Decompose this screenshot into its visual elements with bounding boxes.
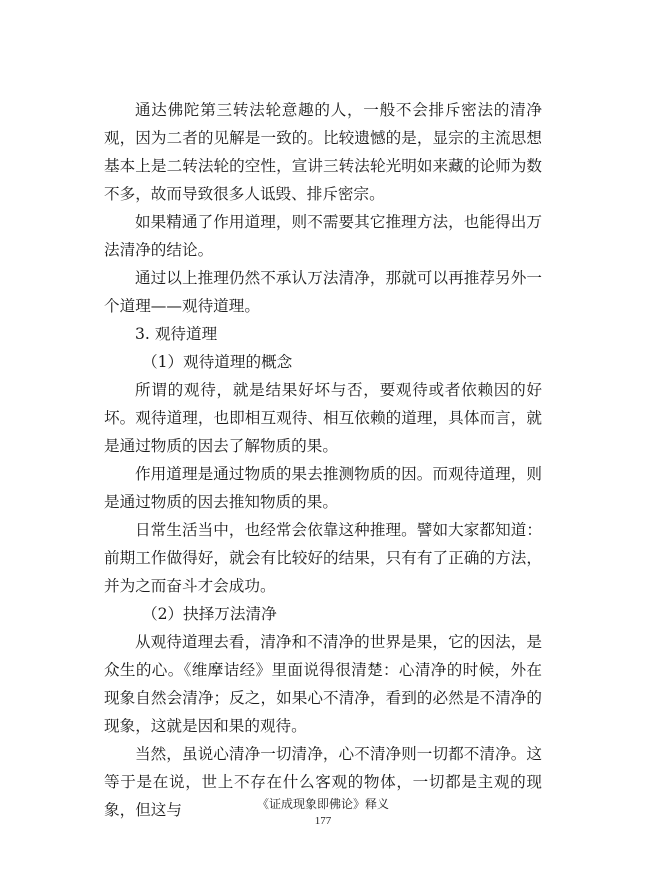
paragraph: 如果精通了作用道理，则不需要其它推理方法，也能得出万法清净的结论。 <box>104 213 542 259</box>
paragraph: 作用道理是通过物质的果去推测物质的因。而观待道理，则是通过物质的因去推知物质的果。 <box>104 465 542 511</box>
paragraph: 通达佛陀第三转法轮意趣的人，一般不会排斥密法的清净观，因为二者的见解是一致的。比较遗憾的是，显宗的主流思想基本上是二转法轮的空性，宣讲三转法轮光明如来藏的论师为数不多，故而导致很多人诋毁、排斥密宗。 <box>104 101 542 203</box>
section-heading: 3. 观待道理 <box>135 325 218 343</box>
paragraph: 所谓的观待，就是结果好坏与否，要观待或者依赖因的好坏。观待道理，也即相互观待、相互依赖的道理，具体而言，就是通过物质的因去了解物质的果。 <box>104 381 542 455</box>
page-body <box>104 96 542 824</box>
paragraph: 从观待道理去看，清净和不清净的世界是果，它的因法，是众生的心。《维摩诘经》里面说得很清楚：心清净的时候，外在现象自然会清净；反之，如果心不清净，看到的必然是不清净的现象，这就是因和果的观待。 <box>104 633 542 735</box>
paragraph: 日常生活当中，也经常会依靠这种推理。譬如大家都知道：前期工作做得好，就会有比较好的结果，只有有了正确的方法，并为之而奋斗才会成功。 <box>104 521 542 595</box>
paragraph: 当然，虽说心清净一切清净，心不清净则一切都不清净。这等于是在说，世上不存在什么客观的物体，一切都是主观的现象，但这与 <box>104 745 542 819</box>
subsection-heading-2: （2）抉择万法清净 <box>142 605 277 623</box>
page-number: 177 <box>314 815 332 827</box>
footer-book-title: 《证成现象即佛论》释义 <box>256 797 389 811</box>
subsection-heading-1: （1）观待道理的概念 <box>142 353 293 371</box>
paragraph: 通过以上推理仍然不承认万法清净，那就可以再推荐另外一个道理——观待道理。 <box>104 269 542 315</box>
